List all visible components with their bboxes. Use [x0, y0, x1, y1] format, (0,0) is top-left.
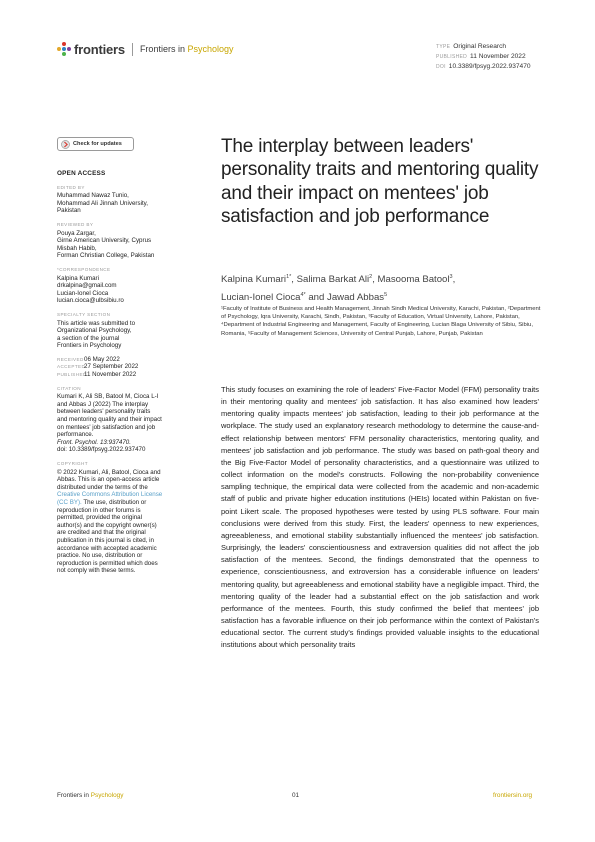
reviewer-line: Forman Christian College, Pakistan — [57, 252, 155, 260]
check-for-updates-button[interactable] — [57, 137, 134, 151]
specialty-line: Organizational Psychology, — [57, 327, 132, 335]
citation-line: between leaders' personality traits — [57, 408, 151, 416]
reviewer-line: Girne American University, Cyprus — [57, 237, 152, 245]
specialty-line: This article was submitted to — [57, 319, 136, 327]
specialty-line: Frontiers in Psychology — [57, 342, 122, 350]
journal-name — [140, 44, 234, 54]
correspondence-label: *CORRESPONDENCE — [57, 266, 111, 272]
meta-type: TYPE Original Research — [436, 43, 507, 50]
correspondent-name: Kalpina Kumari — [57, 274, 99, 282]
specialty-line: a section of the journal — [57, 334, 120, 342]
citation-label: CITATION — [57, 385, 81, 391]
journal-prefix: Frontiers in — [139, 44, 185, 54]
journal-brand[interactable] — [57, 41, 234, 57]
citation-doi[interactable]: doi: 10.3389/fpsyg.2022.937470 — [57, 446, 146, 454]
copyright-line: reproduction is permitted which does — [57, 559, 158, 567]
date-received: RECEIVED06 May 2022 — [57, 355, 120, 363]
journal-accent: Psychology — [187, 44, 234, 54]
reviewer-line: Misbah Habib, — [57, 244, 97, 252]
meta-doi[interactable]: DOI 10.3389/fpsyg.2022.937470 — [436, 63, 531, 70]
copyright-line: Abbas. This is an open-access article — [57, 476, 160, 484]
copyright-line: author(s) and the copyright owner(s) — [57, 521, 157, 529]
copyright-line: © 2022 Kumari, Ali, Batool, Cioca and — [57, 468, 161, 476]
brand-name: frontiers — [74, 41, 125, 57]
check-updates-label: Check for updates — [73, 141, 122, 147]
reviewed-by-label: REVIEWED BY — [57, 221, 94, 227]
copyright-line: permitted, provided the original — [57, 514, 142, 522]
article-title: The interplay between leaders' personality traits and mentoring quality and their impact on mentees' job satisfaction and job performance — [221, 136, 539, 228]
date-accepted: ACCEPTED27 September 2022 — [57, 363, 139, 371]
editor-line: Pakistan — [57, 207, 81, 215]
affiliations: ¹Faculty of Institute of Business and Health Management, Jinnah Sindh Medical University, Karachi, Pakistan, ²Department of Psychology, Iqra University, Karachi, Sindh, Pakistan, ³Faculty of Education, Virtual University, Lahore, Pakistan, ⁴Department of Industrial Engineering and Management, Faculty of Engineering, Lucian Blaga University of Sibiu, Sibiu, Romania, ⁵Faculty of Management Sciences, University of Central Punjab, Lahore, Punjab, Pakistan — [221, 306, 541, 337]
citation-line: on mentees' job satisfaction and job — [57, 423, 156, 431]
author-name[interactable]: Kalpina Kumari — [221, 274, 287, 286]
cc-by-link[interactable]: (CC BY). — [57, 498, 82, 506]
page-number: 01 — [292, 792, 300, 799]
copyright-label: COPYRIGHT — [57, 461, 88, 466]
correspondent-name: Lucian-Ionel Cioca — [57, 289, 109, 297]
copyright-line: not comply with these terms. — [57, 567, 136, 575]
citation-line: performance. — [57, 431, 94, 439]
copyright-line: (CC BY). The use, distribution or — [57, 498, 147, 506]
article-sidebar — [57, 170, 189, 575]
copyright-line: publication in this journal is cited, in — [57, 536, 154, 544]
edited-by-label: EDITED BY — [57, 184, 85, 190]
citation-journal: Front. Psychol. 13:937470. — [57, 438, 131, 446]
author-name[interactable]: Jawad Abbas — [327, 291, 385, 303]
author-name[interactable]: Masooma Batool — [377, 274, 450, 286]
editor-line: Muhammad Nawaz Tunio, — [57, 192, 129, 200]
correspondent-email[interactable]: lucian.cioca@ulbsibiu.ro — [57, 297, 124, 305]
citation-line: Kumari K, Ali SB, Batool M, Cioca L-I — [57, 393, 159, 401]
copyright-line: are credited and that the original — [57, 529, 146, 537]
citation-line: and Abbas J (2022) The interplay — [57, 400, 149, 408]
copyright-line: reproduction in other forums is — [57, 506, 141, 514]
editor-line: Mohammad Ali Jinnah University, — [57, 199, 149, 207]
copyright-line: practice. No use, distribution or — [57, 552, 143, 560]
abstract-text: This study focuses on examining the role of leaders' Five-Factor Model (FFM) personality traits in their mentoring quality and mentees' job satisfaction. It has also examined how leaders' mentoring quality impacts mentees' job satisfaction, leading to their job performance at the workplace. The study used an explanatory research methodology to determine the cause-and-effect relationship between mentors' FFM personality characteristics, mentoring quality, and mentees' job satisfaction and job performance. The study was based on path-goal theory and the Big Five-Factor Model of personality characteristics, and a questionnaire was utilized to collect information on the model's constructs. Following the non-probability convenience sampling technique, the empirical data were collected from the academic and non-academic staff of public and private higher education institutions (HEIs) located within Pakistan on five-point Likert scale. The proposed hypotheses were tested by using PLS software. Four main conclusions were derived from this study. First, the leaders' openness to new experiences, agreeableness, and emotional stability substantially influenced the mentees' job satisfaction. Surprisingly, the leaders' conscientiousness and extraversion qualities did not affect the job satisfaction of the mentees. Second, the findings demonstrated that the openness to experience, conscientiousness, and extroversion has a considerable influence on leaders' mentoring quality, but agreeableness and emotional stability have a negligible impact. Third, the mentoring quality of the leader had a substantial effect on the job satisfaction and work performance of the mentees. Fourth, this study confirmed the belief that mentees' job satisfaction has a favorable influence on their job performance within the context of Pakistan's educational sector. The current study's findings provided valuable insights to the educational institutions about which personality traits — [221, 385, 539, 650]
reviewer-line: Pouya Zargar, — [57, 229, 96, 237]
author-list: Kalpina Kumari$^{1*}$, Salima Barkat Ali$^2$, Masooma Batool$^3$, Lucian-Ionel Cioca$^{4*}$ and Jawad Abbas$^5$ — [221, 274, 456, 303]
footer-journal: Frontiers in Psychology — [57, 792, 124, 799]
correspondent-email[interactable]: drkalpina@gmail.com — [57, 282, 117, 290]
author-name[interactable]: Salima Barkat Ali — [296, 274, 370, 286]
author-name[interactable]: Lucian-Ionel Cioca — [221, 291, 301, 303]
citation-line: and mentoring quality and their impact — [57, 416, 162, 424]
footer-site-link[interactable]: frontiersin.org — [493, 792, 533, 799]
cc-license-link[interactable]: Creative Commons Attribution License — [57, 491, 163, 499]
specialty-section-label: SPECIALTY SECTION — [57, 311, 111, 317]
copyright-line: distributed under the terms of the — [57, 483, 148, 491]
check-updates-icon — [61, 140, 70, 149]
open-access-label: OPEN ACCESS — [57, 170, 106, 177]
meta-published: PUBLISHED 11 November 2022 — [436, 53, 526, 60]
frontiers-logo-icon — [57, 42, 71, 56]
brand-divider — [132, 43, 133, 56]
date-published: PUBLISHED11 November 2022 — [57, 371, 137, 379]
copyright-line: accordance with accepted academic — [57, 544, 157, 552]
article-meta — [436, 42, 531, 72]
